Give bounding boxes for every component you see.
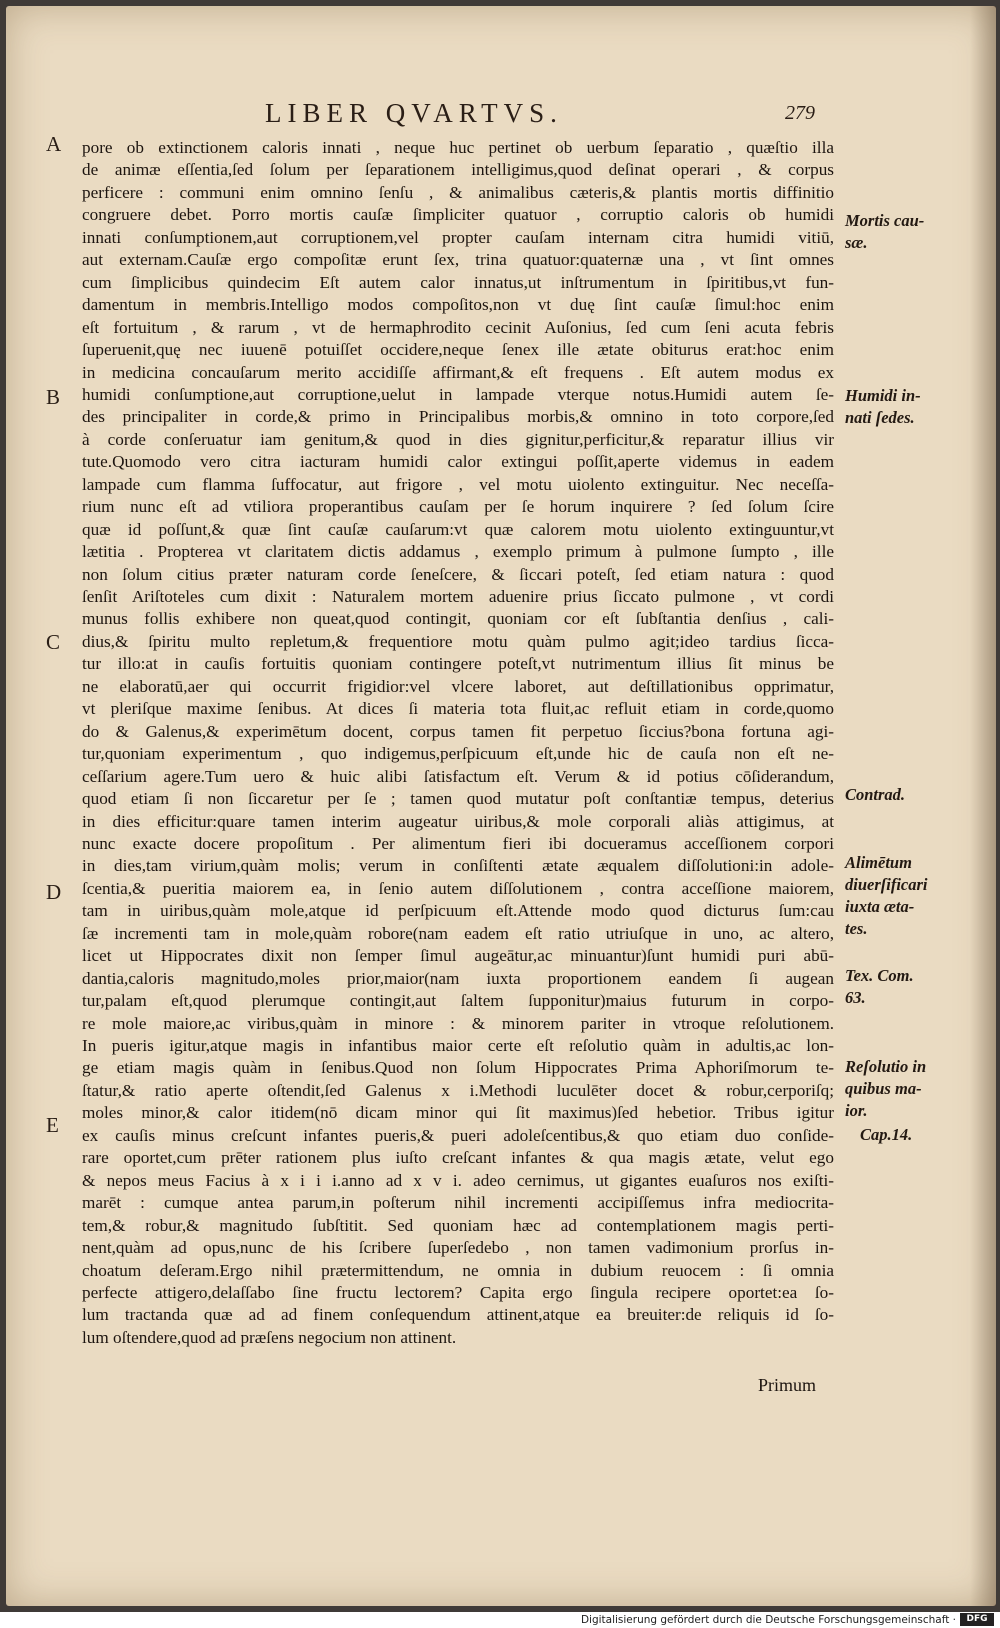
text-line: lum tractanda quæ ad ad finem conſequendum attinent,atque ea breuiter:de reliquis id ſo-: [82, 1305, 834, 1325]
text-line: ſcentia,& pueritia maiorem ea, in ſenio autem diſſolutionem , contra acceſſione maiorem,: [82, 878, 834, 898]
section-letter-d: D: [46, 880, 62, 904]
text-line: des principaliter in corde,& primo in Principalibus morbis,& omnino in toto corpore,ſed: [82, 407, 834, 427]
text-line: perficere : communi enim omnino ſenſu , & animalibus cæteris,& plantis mortis diffinitio: [82, 182, 834, 202]
margin-note-line: 63.: [845, 988, 866, 1007]
digitization-credit: Digitalisierung gefördert durch die Deutsche Forschungsgemeinschaft ·: [580, 1614, 956, 1626]
text-line: rium nunc eſt ad vtiliora properantibus cauſam per ſe horum inquirere ? ſed ſolum ſcire: [82, 497, 834, 517]
text-line: in dies,tam virium,quàm molis; verum in conſiſtenti ætate æqualem diſſolutioni:in adole-: [82, 856, 834, 876]
text-line: marēt : cumque antea parum,in poſterum nihil incrementi accipiſſemus infra mediocrita-: [82, 1193, 834, 1213]
text-line: tem,& robur,& magnitudo ſubſtitit. Sed quoniam hæc ad contemplationem magis perti-: [82, 1215, 834, 1235]
text-line: tam in uiribus,quàm mole,atque id perſpicuum eſt.Attende modo quod dicturus ſum:cau: [82, 901, 834, 921]
margin-note-line: Cap.14.: [860, 1125, 913, 1144]
text-line: quod etiam ſi non ſiccaretur per ſe ; tamen quod mutatur poſt conſtantiæ tempus, deterius: [82, 789, 834, 809]
margin-note-line: quibus ma-: [845, 1079, 922, 1098]
text-line: munus follis exhibere non queat,quod contingit, quoniam cor eſt ſubſtantia denſius , cali-: [82, 609, 834, 629]
section-letter-c: C: [46, 630, 61, 654]
text-line: & nepos meus Facius à x i i i.anno ad x v i. adeo cernimus, ut gigantes euaſuros nos exiſti-: [82, 1170, 834, 1190]
text-line: ſtatur,& ratio aperte oſtendit,ſed Galenus x i.Methodi luculēter docet & robur,cerporiſq;: [82, 1080, 834, 1100]
margin-note-line: Alimētum: [845, 853, 912, 872]
margin-note-line: Reſolutio in: [845, 1057, 927, 1076]
section-letter-a: A: [46, 132, 62, 156]
text-line: choatum deſeram.Ergo nihil prætermittendum, ne omnia in dubium reuocem : ſi omnia: [82, 1260, 834, 1280]
margin-note-line: iuxta æta-: [845, 897, 915, 916]
text-line: innati conſumptionem,aut corruptionem,vel propter cauſam internam citra humidi vitiū,: [82, 227, 834, 247]
margin-note-line: Humidi in-: [845, 386, 921, 405]
text-line: ceſſarium agere.Tum uero & huic alibi ſatisfactum eſt. Verum & id potius cōſiderandum,: [82, 766, 834, 786]
text-line: dius,& ſpiritu multo repletum,& frequentiore motu quàm pulmo agit;ideo tardius ſicca-: [82, 631, 834, 651]
text-line: in medicina concauſarum merito accidiſſe affirmant,& eſt frequens . Eſt autem modus ex: [82, 362, 834, 382]
text-line: ex cauſis minus creſcunt infantes pueris,& pueri adoleſcentibus,& quo etiam duo conſide-: [82, 1125, 834, 1145]
text-line: moles minor,& calor itidem(nō dicam minor qui ſit maximus)ſed hebetior. Tribus igitur: [82, 1103, 834, 1123]
text-line: tute.Quomodo vero citra iacturam humidi calor extingui poſſit,aperte videmus in eadem: [82, 452, 834, 472]
margin-note-alimentum: [845, 852, 955, 940]
text-line: congruere debet. Porro mortis cauſæ ſimpliciter quatuor , corruptio caloris ob humidi: [82, 205, 834, 225]
text-line: ſuperuenit,quę nec iuuenē potuiſſet occidere,neque ſenex ille ætate obiturus erat:hoc enim: [82, 340, 834, 360]
text-line: In pueris igitur,atque magis in infantibus maior certe eſt reſolutio quàm in adultis,ac lon-: [82, 1036, 834, 1055]
text-line: tur,quoniam experimentum , quo indigemus,perſpicuum eſt,unde hic de cauſa non eſt ne-: [82, 744, 834, 764]
text-line: à corde conſeruatur iam genitum,& quod in dies gignitur,perficitur,& reparatur illius vir: [82, 429, 834, 449]
text-line: de animæ eſſentia,ſed ſolum per ſeparationem intelligimus,quod deſinat operari , & corpus: [82, 160, 834, 180]
text-line: nunc exacte docere propoſitum . Per alimentum fieri ibi docueramus acceſſionem corpori: [82, 833, 834, 853]
running-head: LIBER QVARTVS.: [265, 98, 563, 128]
text-line: lum oſtendere,quod ad præſens negocium non attinent.: [82, 1327, 457, 1347]
text-line: rare oportet,cum prēter rationem plus iuſto creſcant infantes & qua magis ætate, velut ego: [82, 1148, 834, 1168]
text-line: aut externam.Cauſæ ergo compoſitæ erunt ſex, trina quatuor:quaternæ una , vt ſint omnes: [82, 250, 834, 270]
text-line: ne elaboratū,aer qui occurrit frigidior:vel vlcere laboret, aut deſtillationibus opprimatur,: [82, 676, 834, 696]
catchword: Primum: [758, 1375, 817, 1395]
margin-note-line: diuerſificari: [845, 875, 928, 894]
text-line: ſæ incrementi tam in mole,quàm robore(nam eadem eſt ratio utriuſque in uno, ac altero,: [82, 923, 834, 943]
text-line: eſt fortuitum , & rarum , vt de hermaphrodito cecinit Auſonius, ſed cum ſeni acuta febris: [82, 317, 834, 337]
text-line: tur illo:at in cauſis fortuitis quoniam contingere poteſt,vt nutrimentum illius ſit minus be: [82, 654, 834, 674]
text-line: nent,quàm ad opus,nunc de his ſcribere ſuperſedebo , non tamen vadimonium prorſus in-: [82, 1238, 834, 1258]
margin-note-line: Tex. Com.: [845, 966, 914, 985]
page-number: 279: [785, 102, 815, 124]
text-line: licet ut Hippocrates dixit non ſemper ſimul augeātur,ac minuantur)ſunt humidi puri abū-: [82, 946, 834, 966]
margin-note-line: Contrad.: [845, 785, 906, 804]
margin-note-humidi-sedes: [845, 385, 955, 429]
text-line: lætitia . Propterea vt claritatem dictis addamus , exemplo primum à pulmone ſumpto , ille: [82, 542, 834, 562]
margin-note-line: tes.: [845, 919, 868, 938]
text-line: pore ob extinctionem caloris innati , neque huc pertinet ob uerbum ſeparatio , quæſtio illa: [82, 138, 834, 157]
margin-note-cap: [860, 1124, 970, 1146]
margin-note-tex-com: [845, 965, 955, 1009]
margin-note-contrad: [845, 784, 955, 806]
margin-note-mortis-causae: [845, 210, 955, 254]
margin-note-resolutio: [845, 1056, 955, 1122]
text-line: vt pleriſque maxime ſenibus. At dices ſi materia tota fluit,ac refluit etiam in corde,quomo: [82, 699, 834, 719]
section-letter-e: E: [46, 1113, 59, 1137]
text-line: ge etiam magis quàm in ſenibus.Quod non ſolum Hippocrates Prima Aphoriſmorum te-: [82, 1058, 834, 1078]
text-line: lampade cum flamma ſuffocatur, aut frigore , vel motu uiolento extinguitur. Nec neceſſa-: [82, 474, 834, 494]
margin-note-line: ior.: [845, 1101, 868, 1120]
text-line: ſenſit Ariſtoteles cum dixit : Naturalem mortem aduenire prius ſiccato pulmone , vt cordi: [82, 587, 834, 606]
margin-note-line: nati ſedes.: [845, 408, 915, 427]
text-line: humidi conſumptione,aut corruptione,uelut in lampade vterque notus.Humidi autem ſe-: [82, 384, 834, 404]
text-line: damentum in membris.Intelligo modos compoſitos,non vt duę ſint cauſæ ſimul:hoc enim: [82, 295, 834, 315]
dfg-logo: DFG: [960, 1613, 994, 1626]
text-line: perfecte attigero,delaſſabo ſine fructu lectorem? Capita ergo ſingula recipere oportet:ea ſo-: [82, 1282, 834, 1302]
text-line: cum ſimplicibus quindecim Eſt autem calor innatus,ut inſtrumentum in ſpiritibus,vt fun-: [82, 272, 834, 292]
page-edge-shadow: [970, 6, 996, 1606]
margin-note-line: Mortis cau-: [845, 211, 925, 230]
text-line: non ſolum citius præter naturam corde ſeneſcere, & ſiccari poteſt, ſed etiam natura : quod: [82, 564, 834, 584]
text-line: tur,palam eſt,quod plerumque contingit,aut ſaltem ſupponitur)maius futurum in corpo-: [82, 991, 834, 1011]
text-line: dantia,caloris magnitudo,moles prior,maior(nam iuxta proportionem eandem ſi augean: [82, 968, 834, 988]
margin-note-line: sæ.: [845, 233, 868, 252]
text-line: quæ id poſſunt,& quæ ſint cauſæ cauſarum:vt quæ calorem motu uiolento extinguuntur,vt: [82, 519, 834, 539]
text-line: in dies efficitur:quare tamen interim augeatur uiribus,& mole corporali aliàs attigimus, at: [82, 811, 834, 831]
text-line: re mole maiore,ac viribus,quàm in minore : & minorem pariter in vtroque reſolutionem.: [82, 1013, 834, 1033]
text-line: do & Galenus,& experimētum docent, corpus tamen fit perpetuo ſiccius?bona fortuna agi-: [82, 721, 834, 741]
section-letter-b: B: [46, 385, 61, 409]
